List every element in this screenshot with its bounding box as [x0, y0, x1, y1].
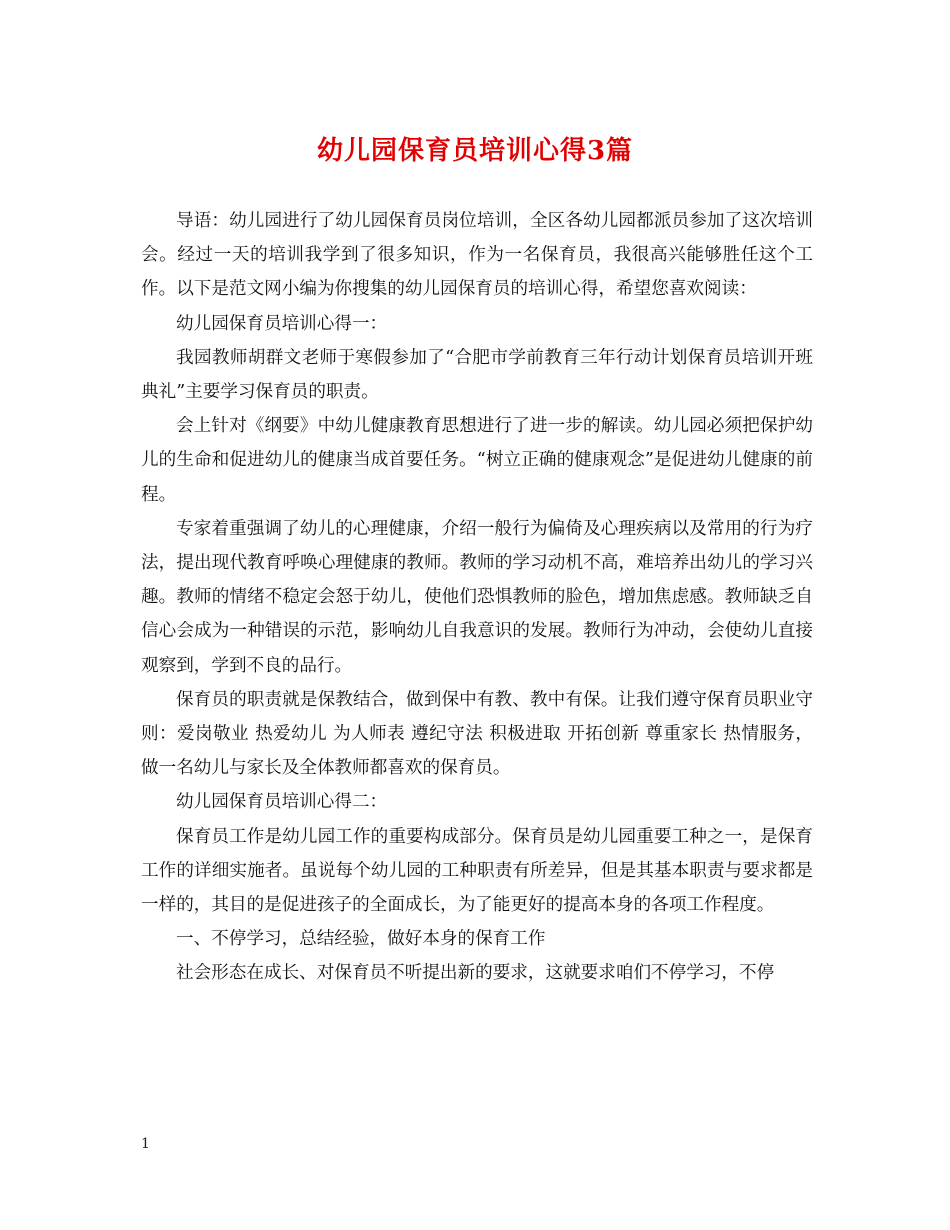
section-heading-two: 幼儿园保育员培训心得二： [176, 792, 388, 813]
section-heading-one: 幼儿园保育员培训心得一： [176, 313, 388, 334]
paragraph-intro: 导语：幼儿园进行了幼儿园保育员岗位培训，全区各幼儿园都派员参加了这次培训会。经过一天的培训我学到了很多知识，作为一名保育员，我很高兴能够胜任这个工作。以下是范文网小编为你搜集的幼儿园保育员的培训心得，希望您喜欢阅读： [141, 211, 813, 300]
paragraph: 保育员的职责就是保教结合，做到保中有教、教中有保。让我们遵守保育员职业守则：爱岗敬业 热爱幼儿 为人师表 遵纪守法 积极进取 开拓创新 尊重家长 热情服务，做一名幼儿与家长及全体教师都喜欢的保育员。 [141, 689, 813, 779]
paragraph: 专家着重强调了幼儿的心理健康，介绍一般行为偏倚及心理疾病以及常用的行为疗法，提出现代教育呼唤心理健康的教师。教师的学习动机不高，难培养出幼儿的学习兴趣。教师的情绪不稳定会怒于幼儿，使他们恐惧教师的脸色，增加焦虑感。教师缺乏自信心会成为一种错误的示范，影响幼儿自我意识的发展。教师行为冲动，会使幼儿直接观察到，学到不良的品行。 [141, 518, 813, 676]
page-number: 1 [141, 1136, 150, 1152]
paragraph: 会上针对《纲要》中幼儿健康教育思想进行了进一步的解读。幼儿园必须把保护幼儿的生命和促进幼儿的健康当成首要任务。“树立正确的健康观念”是促进幼儿健康的前程。 [141, 416, 813, 505]
subsection-heading: 一、不停学习，总结经验，做好本身的保育工作 [176, 929, 546, 950]
paragraph: 保育员工作是幼儿园工作的重要构成部分。保育员是幼儿园重要工种之一，是保育工作的详细实施者。虽说每个幼儿园的工种职责有所差异，但是其基本职责与要求都是一样的，其目的是促进孩子的全面成长，为了能更好的提高本身的各项工作程度。 [141, 826, 813, 916]
document-title: 幼儿园保育员培训心得3篇 [316, 136, 634, 166]
document-body [141, 204, 813, 991]
paragraph: 我园教师胡群文老师于寒假参加了“合肥市学前教育三年行动计划保育员培训开班典礼”主要学习保育员的职责。 [141, 347, 813, 403]
paragraph: 社会形态在成长、对保育员不听提出新的要求，这就要求咱们不停学习，不停 [176, 963, 775, 984]
